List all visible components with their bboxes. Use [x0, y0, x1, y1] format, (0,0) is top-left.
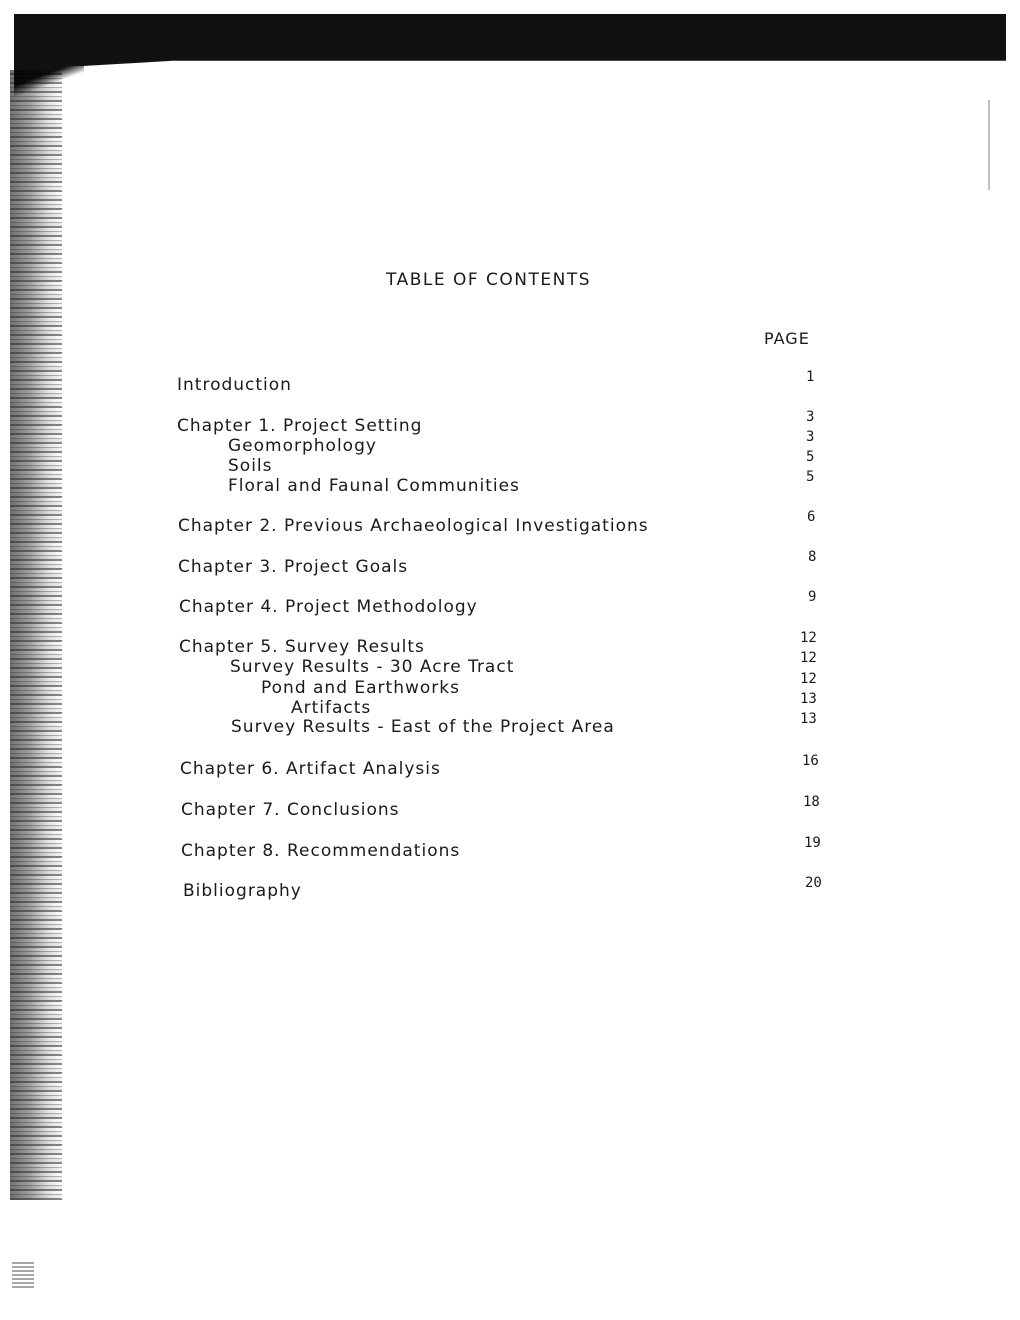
toc-entry-east-project-area: Survey Results - East of the Project Area: [231, 717, 615, 737]
toc-entry-chapter-5: Chapter 5. Survey Results: [179, 637, 425, 657]
page-title: TABLE OF CONTENTS: [386, 270, 592, 290]
scan-top-shadow: [14, 14, 1006, 66]
toc-page-chapter-3: 8: [808, 549, 817, 565]
toc-page-chapter-5: 12: [800, 630, 817, 646]
toc-entry-bibliography: Bibliography: [183, 881, 302, 901]
toc-page-chapter-2: 6: [807, 509, 816, 525]
toc-page-chapter-6: 16: [802, 753, 819, 769]
toc-entry-chapter-1: Chapter 1. Project Setting: [177, 416, 423, 436]
toc-page-chapter-8: 19: [804, 835, 821, 851]
toc-page-geomorphology: 3: [806, 429, 815, 445]
toc-page-chapter-7: 18: [803, 794, 820, 810]
toc-page-bibliography: 20: [805, 875, 822, 891]
toc-entry-chapter-8: Chapter 8. Recommendations: [181, 841, 461, 861]
toc-entry-artifacts: Artifacts: [291, 698, 372, 718]
scan-right-mark: [988, 100, 990, 190]
toc-entry-pond-earthworks: Pond and Earthworks: [261, 678, 460, 698]
toc-entry-chapter-4: Chapter 4. Project Methodology: [179, 597, 478, 617]
scan-left-edge-mark: [12, 1260, 34, 1288]
toc-page-pond-earthworks: 12: [800, 671, 817, 687]
toc-page-30-acre-tract: 12: [800, 650, 817, 666]
toc-entry-floral-faunal: Floral and Faunal Communities: [228, 476, 520, 496]
scan-left-edge: [10, 70, 62, 1200]
toc-page-floral-faunal: 5: [806, 469, 815, 485]
toc-page-introduction: 1: [806, 369, 815, 385]
toc-entry-chapter-3: Chapter 3. Project Goals: [178, 557, 409, 577]
toc-entry-chapter-2: Chapter 2. Previous Archaeological Investigations: [178, 516, 649, 536]
toc-entry-chapter-6: Chapter 6. Artifact Analysis: [180, 759, 441, 779]
toc-page-chapter-1: 3: [806, 409, 815, 425]
toc-page-east-project-area: 13: [800, 711, 817, 727]
toc-entry-geomorphology: Geomorphology: [228, 436, 377, 456]
toc-page-soils: 5: [806, 449, 815, 465]
toc-entry-30-acre-tract: Survey Results - 30 Acre Tract: [230, 657, 515, 677]
toc-entry-introduction: Introduction: [177, 375, 292, 395]
toc-page-artifacts: 13: [800, 691, 817, 707]
page-column-header: PAGE: [764, 329, 810, 348]
toc-page-chapter-4: 9: [808, 589, 817, 605]
toc-entry-soils: Soils: [228, 456, 273, 476]
toc-entry-chapter-7: Chapter 7. Conclusions: [181, 800, 400, 820]
